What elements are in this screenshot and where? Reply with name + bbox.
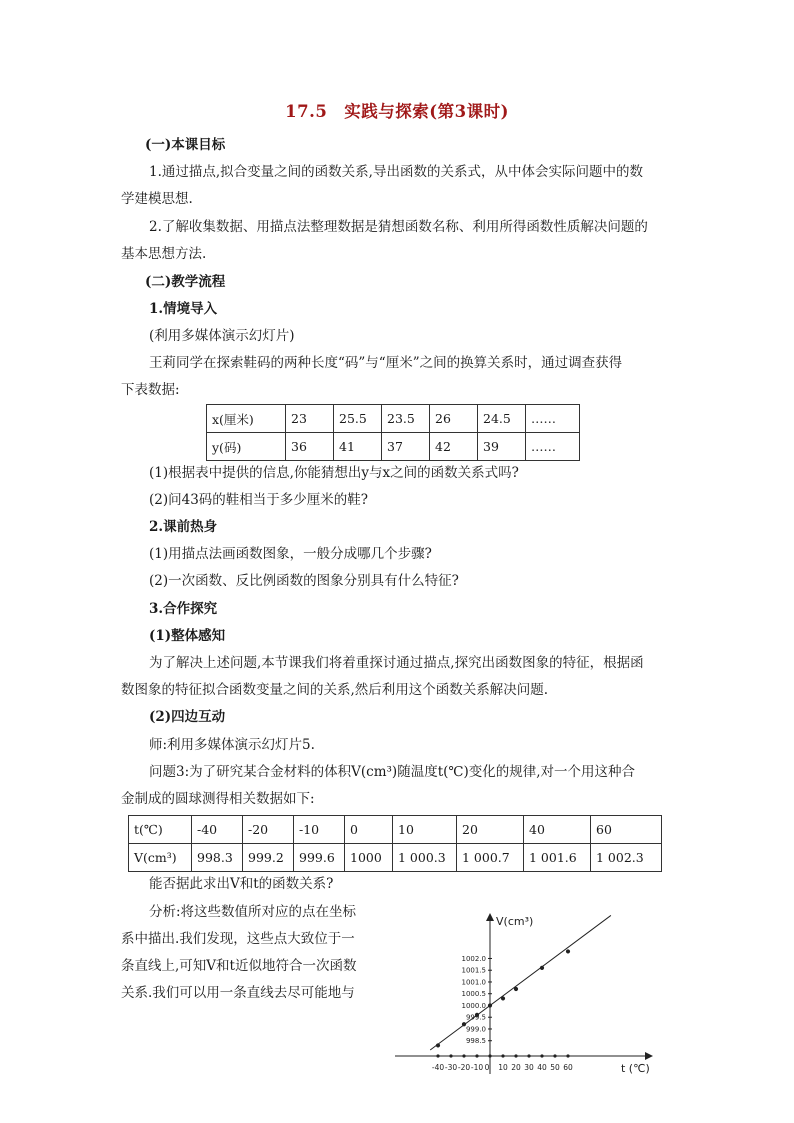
x-tick-label: 20 (511, 1063, 521, 1072)
table-row (129, 844, 662, 872)
problem-line2: 金制成的圆球测得相关数据如下: (121, 791, 315, 807)
table-cell: 25.5 (334, 405, 382, 433)
x-tick-label: 10 (498, 1063, 508, 1072)
x-tick-mark (475, 1054, 478, 1057)
subheading-perception: (1)整体感知 (149, 628, 226, 644)
question-1: (1)根据表中提供的信息,你能猜想出y与x之间的函数关系式吗? (149, 465, 519, 481)
volume-temperature-chart (390, 908, 660, 1078)
data-point (566, 949, 570, 953)
y-tick-label: 999.5 (465, 1013, 486, 1022)
subheading-warmup: 2.课前热身 (149, 519, 218, 535)
table-cell: 24.5 (478, 405, 526, 433)
x-tick-label: 40 (537, 1063, 547, 1072)
intro-line2: 下表数据: (121, 382, 180, 398)
intro-line1: 王莉同学在探索鞋码的两种长度“码”与“厘米”之间的换算关系时，通过调查获得 (149, 355, 623, 371)
table-cell: 37 (382, 433, 430, 461)
subheading-intro: 1.情境导入 (149, 301, 218, 317)
problem-line1: 问题3:为了研究某合金材料的体积V(cm³)随温度t(℃)变化的规律,对一个用这种合 (149, 764, 636, 780)
table-cell: -20 (243, 816, 294, 844)
table-cell: -10 (294, 816, 345, 844)
warmup-1: (1)用描点法画函数图象，一般分成哪几个步骤? (149, 546, 432, 562)
perception-line1: 为了解决上述问题,本节课我们将着重探讨通过描点,探究出函数图象的特征，根据函 (149, 655, 644, 671)
table-cell: …… (526, 405, 580, 433)
x-tick-mark (449, 1054, 452, 1057)
question-ask: 能否据此求出V和t的函数关系? (149, 876, 334, 892)
fit-line (430, 915, 611, 1050)
table-cell: 41 (334, 433, 382, 461)
shoe-size-table (206, 404, 580, 461)
y-tick-label: 999.0 (465, 1025, 486, 1034)
x-tick-mark (462, 1054, 465, 1057)
table-cell: 1 000.3 (393, 844, 457, 872)
x-tick-label: -10 (470, 1063, 484, 1072)
y-tick-label: 1002.0 (461, 954, 486, 963)
table-cell: -40 (192, 816, 243, 844)
objective-2-line1: 2.了解收集数据、用描点法整理数据是猜想函数名称、利用所得函数性质解决问题的 (149, 219, 648, 235)
table-row (129, 816, 662, 844)
table-cell: 26 (430, 405, 478, 433)
analysis-line4: 关系.我们可以用一条直线去尽可能地与 (121, 985, 355, 1001)
y-axis-label: V(cm³) (496, 915, 534, 928)
table-cell: 999.2 (243, 844, 294, 872)
objective-2-line2: 基本思想方法. (121, 246, 207, 262)
x-tick-label: 50 (550, 1063, 560, 1072)
chart-axes (395, 914, 652, 1074)
table-row (207, 433, 580, 461)
data-point (501, 996, 505, 1000)
data-point (514, 987, 518, 991)
process-heading: (二)教学流程 (145, 274, 226, 290)
x-tick-mark (566, 1054, 569, 1057)
objective-1-line1: 1.通过描点,拟合变量之间的函数关系,导出函数的关系式，从中体会实际问题中的数 (149, 164, 643, 180)
x-tick-label: 30 (524, 1063, 534, 1072)
x-tick-mark (501, 1054, 504, 1057)
table-cell: 1000 (345, 844, 393, 872)
y-tick-label: 1001.0 (461, 978, 486, 987)
objectives-heading: (一)本课目标 (145, 137, 226, 153)
alloy-table (128, 815, 662, 872)
table-cell: 0 (345, 816, 393, 844)
table-cell: 60 (591, 816, 662, 844)
x-axis-label: t (℃) (621, 1062, 650, 1075)
y-tick-label: 1001.5 (461, 966, 486, 975)
table-cell: …… (526, 433, 580, 461)
data-point (436, 1043, 440, 1047)
table-cell: t(℃) (129, 816, 192, 844)
x-tick-label: -20 (457, 1063, 471, 1072)
x-tick-label: -40 (431, 1063, 445, 1072)
question-2: (2)问43码的鞋相当于多少厘米的鞋? (149, 492, 369, 508)
table-cell: 10 (393, 816, 457, 844)
y-tick-label: 998.5 (465, 1037, 486, 1046)
y-tick-label: 1000.0 (461, 1001, 486, 1010)
y-tick-label: 1000.5 (461, 990, 486, 999)
x-tick-mark (553, 1054, 556, 1057)
table-cell: 23 (286, 405, 334, 433)
data-point (540, 966, 544, 970)
chart-fit-line-group (430, 915, 611, 1050)
x-tick-mark (540, 1054, 543, 1057)
table-cell: 20 (457, 816, 524, 844)
table-cell: 40 (524, 816, 591, 844)
table-row (207, 405, 580, 433)
chart-points (436, 949, 570, 1047)
subheading-interaction: (2)四边互动 (149, 709, 226, 725)
x-tick-mark (488, 1054, 491, 1057)
table-cell: 36 (286, 433, 334, 461)
table-cell: 998.3 (192, 844, 243, 872)
table-cell: 999.6 (294, 844, 345, 872)
table-cell: 1 000.7 (457, 844, 524, 872)
analysis-line3: 条直线上,可知V和t近似地符合一次函数 (121, 958, 357, 974)
page-title: 17.5 实践与探索(第3课时) (285, 102, 509, 121)
data-point (488, 1003, 492, 1007)
table-cell: 1 001.6 (524, 844, 591, 872)
table-cell: V(cm³) (129, 844, 192, 872)
warmup-2: (2)一次函数、反比例函数的图象分别具有什么特征? (149, 573, 459, 589)
x-tick-label: -30 (444, 1063, 458, 1072)
table-cell: 23.5 (382, 405, 430, 433)
table-cell: 1 002.3 (591, 844, 662, 872)
x-tick-mark (514, 1054, 517, 1057)
subheading-explore: 3.合作探究 (149, 601, 218, 617)
analysis-line1: 分析:将这些数值所对应的点在坐标 (149, 904, 357, 920)
x-tick-label: 0 (484, 1063, 490, 1072)
teacher-note: 师:利用多媒体演示幻灯片5. (149, 737, 315, 753)
table-cell: 39 (478, 433, 526, 461)
analysis-line2: 系中描出.我们发现，这些点大致位于一 (121, 931, 355, 947)
table-cell: x(厘米) (207, 405, 286, 433)
table-cell: y(码) (207, 433, 286, 461)
x-tick-label: 60 (563, 1063, 573, 1072)
perception-line2: 数图象的特征拟合函数变量之间的关系,然后利用这个函数关系解决问题. (121, 682, 549, 698)
intro-note: (利用多媒体演示幻灯片) (149, 328, 295, 344)
objective-1-line2: 学建模思想. (121, 191, 193, 207)
table-cell: 42 (430, 433, 478, 461)
x-tick-mark (436, 1054, 439, 1057)
chart-labels (432, 915, 650, 1075)
x-tick-mark (527, 1054, 530, 1057)
